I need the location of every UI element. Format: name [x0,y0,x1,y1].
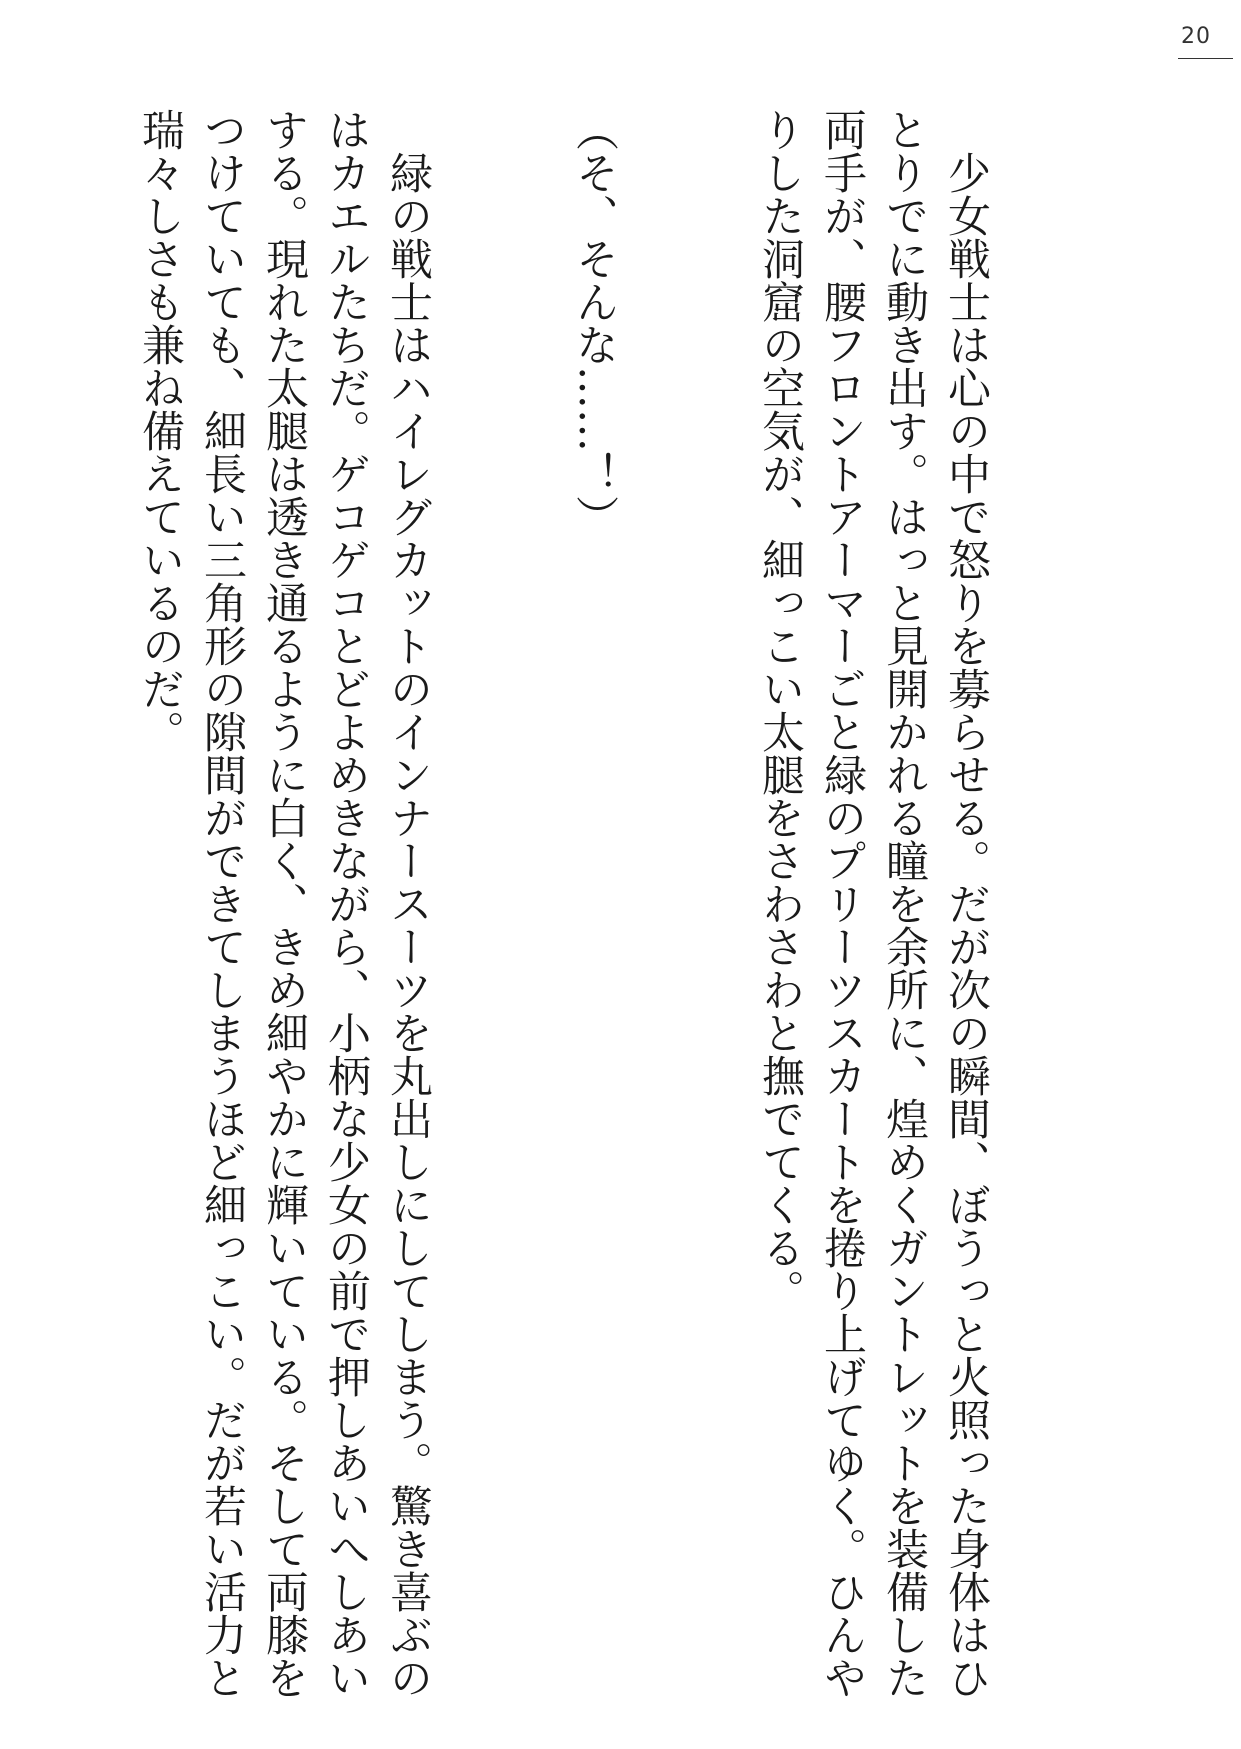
vertical-body-text [0,108,1121,1728]
page-number: 20 [1181,24,1211,49]
paragraph-4 [0,108,5,1728]
paragraph-3: 緑の戦士はハイレグカットのインナースーツを丸出しにしてしまう。驚き喜ぶのはカエルたちだ。ゲコゲコとどよめきながら、小柄な少女の前で押しあいへしあいする。現れた太腿は透き通るように白く、きめ細やかに輝いている。そして両膝をつけていても、細長い三角形の隙間ができてしまうほど細っこい。だが若い活力と瑞々しさも兼ね備えているのだ。 [135,108,433,1699]
paragraph-2: （そ、そんな……！） [569,108,619,538]
paragraph-1: 少女戦士は心の中で怒りを募らせる。だが次の瞬間、ぼうっと火照った身体はひとりでに動き出す。はっと見開かれる瞳を余所に、煌めくガントレットを装備した両手が、腰フロントアーマーごと緑のプリーツスカートを捲り上げてゆく。ひんやりした洞窟の空気が、細っこい太腿をさわさわと撫でてくる。 [755,108,991,1699]
header-rule [1178,58,1233,59]
